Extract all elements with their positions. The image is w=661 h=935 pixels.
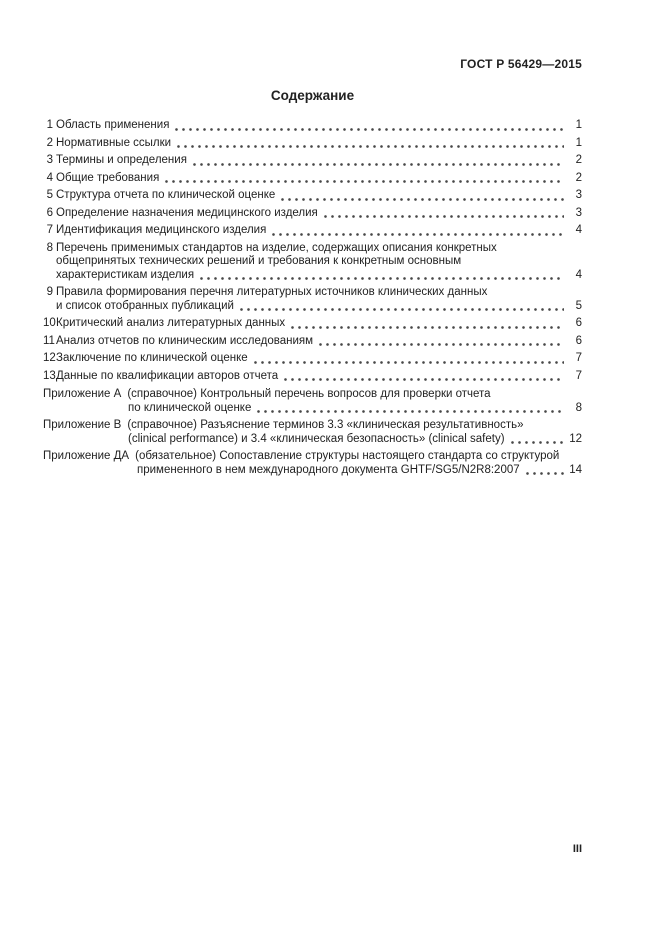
toc-item-page: 4 xyxy=(575,224,582,236)
table-of-contents xyxy=(43,119,582,477)
appendix-continuation: по клинической оценке xyxy=(128,402,252,414)
toc-item-page: 4 xyxy=(575,268,582,281)
toc-item xyxy=(43,119,582,133)
appendix-page: 14 xyxy=(569,464,582,476)
toc-item-number: 10 xyxy=(43,317,56,329)
dot-leader xyxy=(281,198,564,201)
toc-item xyxy=(43,286,582,313)
dot-leader xyxy=(291,326,564,329)
document-code: ГОСТ Р 56429—2015 xyxy=(460,57,582,71)
toc-item-page: 7 xyxy=(575,352,582,364)
toc-item-page: 2 xyxy=(575,154,582,166)
dot-leader xyxy=(200,277,564,280)
appendix-title: (справочное) Разъяснение терминов 3.3 «клиническая результативность» xyxy=(127,419,524,431)
toc-item-continuation: и список отобранных публикаций xyxy=(56,299,234,312)
toc-item xyxy=(43,317,582,331)
appendix-item xyxy=(43,387,582,415)
dot-leader xyxy=(511,441,564,444)
dot-leader xyxy=(240,308,564,311)
appendix-item xyxy=(43,418,582,446)
dot-leader xyxy=(319,343,564,346)
appendix-title: (справочное) Контрольный перечень вопросов для проверки отчета xyxy=(127,388,491,400)
toc-item-number: 11 xyxy=(43,334,55,347)
toc-item xyxy=(43,189,582,203)
appendix-label: Приложение В xyxy=(43,419,122,431)
appendix-page: 8 xyxy=(575,402,582,414)
toc-item-title: Определение назначения медицинского изделия xyxy=(56,206,318,219)
toc-item-title: Нормативные ссылки xyxy=(56,136,172,149)
appendices-list xyxy=(43,387,582,477)
appendix-continuation: примененного в нем международного документа GHTF/SG5/N2R8:2007 xyxy=(137,464,520,476)
toc-item-title: Структура отчета по клинической оценке xyxy=(56,189,276,201)
appendix-label: Приложение А xyxy=(43,388,122,400)
toc-item-title: Анализ отчетов по клиническим исследованиям xyxy=(56,334,314,347)
toc-item-title: Общие требования xyxy=(56,171,160,184)
dot-leader xyxy=(193,163,564,166)
toc-item xyxy=(43,335,582,349)
toc-item-page: 3 xyxy=(575,189,582,201)
toc-item-title: Идентификация медицинского изделия xyxy=(56,224,267,236)
toc-item-number: 8 xyxy=(46,241,53,254)
dot-leader xyxy=(526,472,564,475)
toc-item-page: 7 xyxy=(575,369,582,382)
appendix-page: 12 xyxy=(569,433,582,445)
page-title: Содержание xyxy=(270,88,355,103)
toc-item xyxy=(43,172,582,186)
dot-leader xyxy=(257,410,564,413)
dot-leader xyxy=(324,215,564,218)
appendix-item xyxy=(43,449,582,477)
toc-item-page: 6 xyxy=(575,317,582,329)
toc-item-page: 5 xyxy=(575,299,582,312)
toc-item xyxy=(43,207,582,221)
toc-item-page: 6 xyxy=(575,334,582,347)
dot-leader xyxy=(254,361,564,364)
toc-item-number: 2 xyxy=(46,136,53,149)
toc-item-number: 5 xyxy=(46,189,53,201)
appendix-continuation: (clinical performance) и 3.4 «клиническая безопасность» (clinical safety) xyxy=(128,433,505,445)
dot-leader xyxy=(177,145,564,148)
dot-leader xyxy=(165,180,564,183)
toc-item xyxy=(43,154,582,168)
toc-item-title: Область применения xyxy=(56,119,170,131)
toc-item-title: Перечень применимых стандартов на изделие, содержащих описания конкретных xyxy=(56,241,497,254)
toc-item-continuation: общепринятых технических решений и требования к конкретным основным xyxy=(56,255,462,267)
toc-item-number: 13 xyxy=(43,369,56,382)
toc-item-number: 9 xyxy=(46,286,53,298)
toc-item-number: 1 xyxy=(46,119,53,131)
dot-leader xyxy=(284,378,564,381)
toc-item-page: 2 xyxy=(575,171,582,184)
toc-item-number: 4 xyxy=(46,171,53,184)
toc-item-page: 1 xyxy=(575,119,582,131)
toc-item-title: Термины и определения xyxy=(56,154,187,166)
toc-item xyxy=(43,352,582,366)
page-number-footer: III xyxy=(572,843,582,855)
appendix-title: (обязательное) Сопоставление структуры настоящего стандарта со структурой xyxy=(135,450,560,462)
toc-item-page: 3 xyxy=(575,206,582,219)
toc-item-title: Заключение по клинической оценке xyxy=(56,352,248,364)
appendix-label: Приложение ДА xyxy=(43,450,130,462)
dot-leader xyxy=(272,233,564,236)
toc-item xyxy=(43,370,582,384)
dot-leader xyxy=(175,128,564,131)
toc-item xyxy=(43,242,582,283)
toc-item-number: 12 xyxy=(43,352,56,364)
toc-item-title: Данные по квалификации авторов отчета xyxy=(56,369,279,382)
toc-item-number: 6 xyxy=(46,206,53,219)
toc-item xyxy=(43,137,582,151)
toc-item-number: 7 xyxy=(46,224,53,236)
toc-item-number: 3 xyxy=(46,154,53,166)
toc-item-page: 1 xyxy=(575,136,582,149)
toc-item-continuation: характеристикам изделия xyxy=(56,268,195,281)
toc-item-title: Правила формирования перечня литературных источников клинических данных xyxy=(56,286,488,298)
page-content xyxy=(43,57,582,480)
toc-item xyxy=(43,224,582,238)
toc-item-title: Критический анализ литературных данных xyxy=(56,317,286,329)
